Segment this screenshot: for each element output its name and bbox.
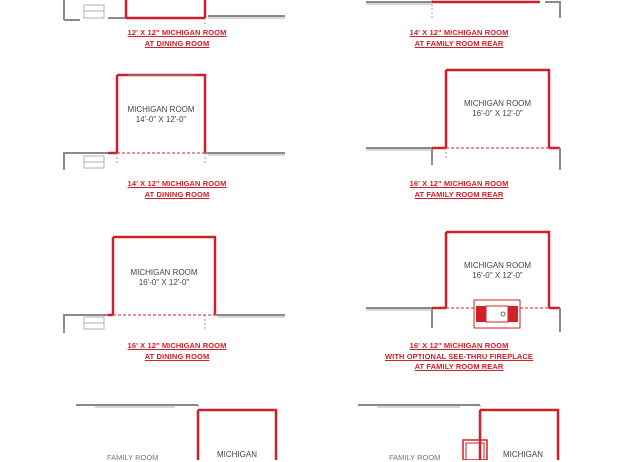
caption-line: AT FAMILY ROOM REAR	[414, 189, 504, 199]
caption-line: 14' X 12" MICHIGAN ROOM	[127, 179, 227, 188]
room-size: 16'-0" X 12'-0"	[472, 109, 523, 118]
room-label-panel-5	[113, 268, 215, 288]
room-name: MICHIGAN ROOM	[127, 105, 195, 114]
room-label-panel-3	[117, 105, 205, 125]
caption-line: 16' X 12" MICHIGAN ROOM	[127, 341, 227, 350]
caption-line: AT FAMILY ROOM REAR	[414, 38, 504, 48]
family-room-label-panel-8: FAMILY ROOM	[389, 453, 441, 462]
caption-panel-6	[364, 341, 554, 373]
caption-line: AT DINING ROOM	[144, 351, 210, 361]
caption-line: WITH OPTIONAL SEE-THRU FIREPLACE	[384, 351, 534, 361]
room-size: 16'-0" X 12'-0"	[472, 271, 523, 280]
caption-panel-3	[97, 179, 257, 200]
panel-6-plan	[366, 232, 560, 332]
room-name: MICHIGAN ROOM	[463, 99, 532, 108]
caption-line: 16' X 12" MICHIGAN ROOM	[409, 179, 509, 188]
caption-line: AT FAMILY ROOM REAR	[414, 362, 504, 371]
room-name: MICHIGAN ROOM	[130, 268, 198, 277]
caption-panel-2	[374, 28, 544, 49]
room-label-panel-7	[198, 450, 276, 460]
caption-line: AT DINING ROOM	[144, 189, 210, 199]
panel-2-plan	[366, 0, 560, 18]
room-name: MICHIGAN ROOM	[463, 261, 532, 270]
caption-line: 12' X 12" MICHIGAN ROOM	[127, 28, 227, 37]
panel-4-plan	[366, 70, 560, 170]
room-name: MICHIGAN	[503, 450, 543, 459]
room-label-panel-6	[446, 261, 549, 281]
room-name: MICHIGAN	[217, 450, 257, 459]
family-room-label-panel-7: FAMILY ROOM	[107, 453, 159, 462]
caption-line: 16' X 12" MICHIGAN ROOM	[409, 341, 509, 350]
room-label-panel-8	[488, 450, 558, 460]
room-size: 14'-0" X 12'-0"	[135, 115, 187, 124]
room-label-panel-4	[446, 99, 549, 119]
room-size: 16'-0" X 12'-0"	[138, 278, 190, 287]
panel-1-plan	[64, 0, 285, 25]
caption-line: 14' X 12" MICHIGAN ROOM	[409, 28, 509, 37]
caption-panel-1	[97, 28, 257, 49]
caption-panel-4	[374, 179, 544, 200]
caption-line: AT DINING ROOM	[144, 38, 210, 48]
caption-panel-5	[97, 341, 257, 362]
